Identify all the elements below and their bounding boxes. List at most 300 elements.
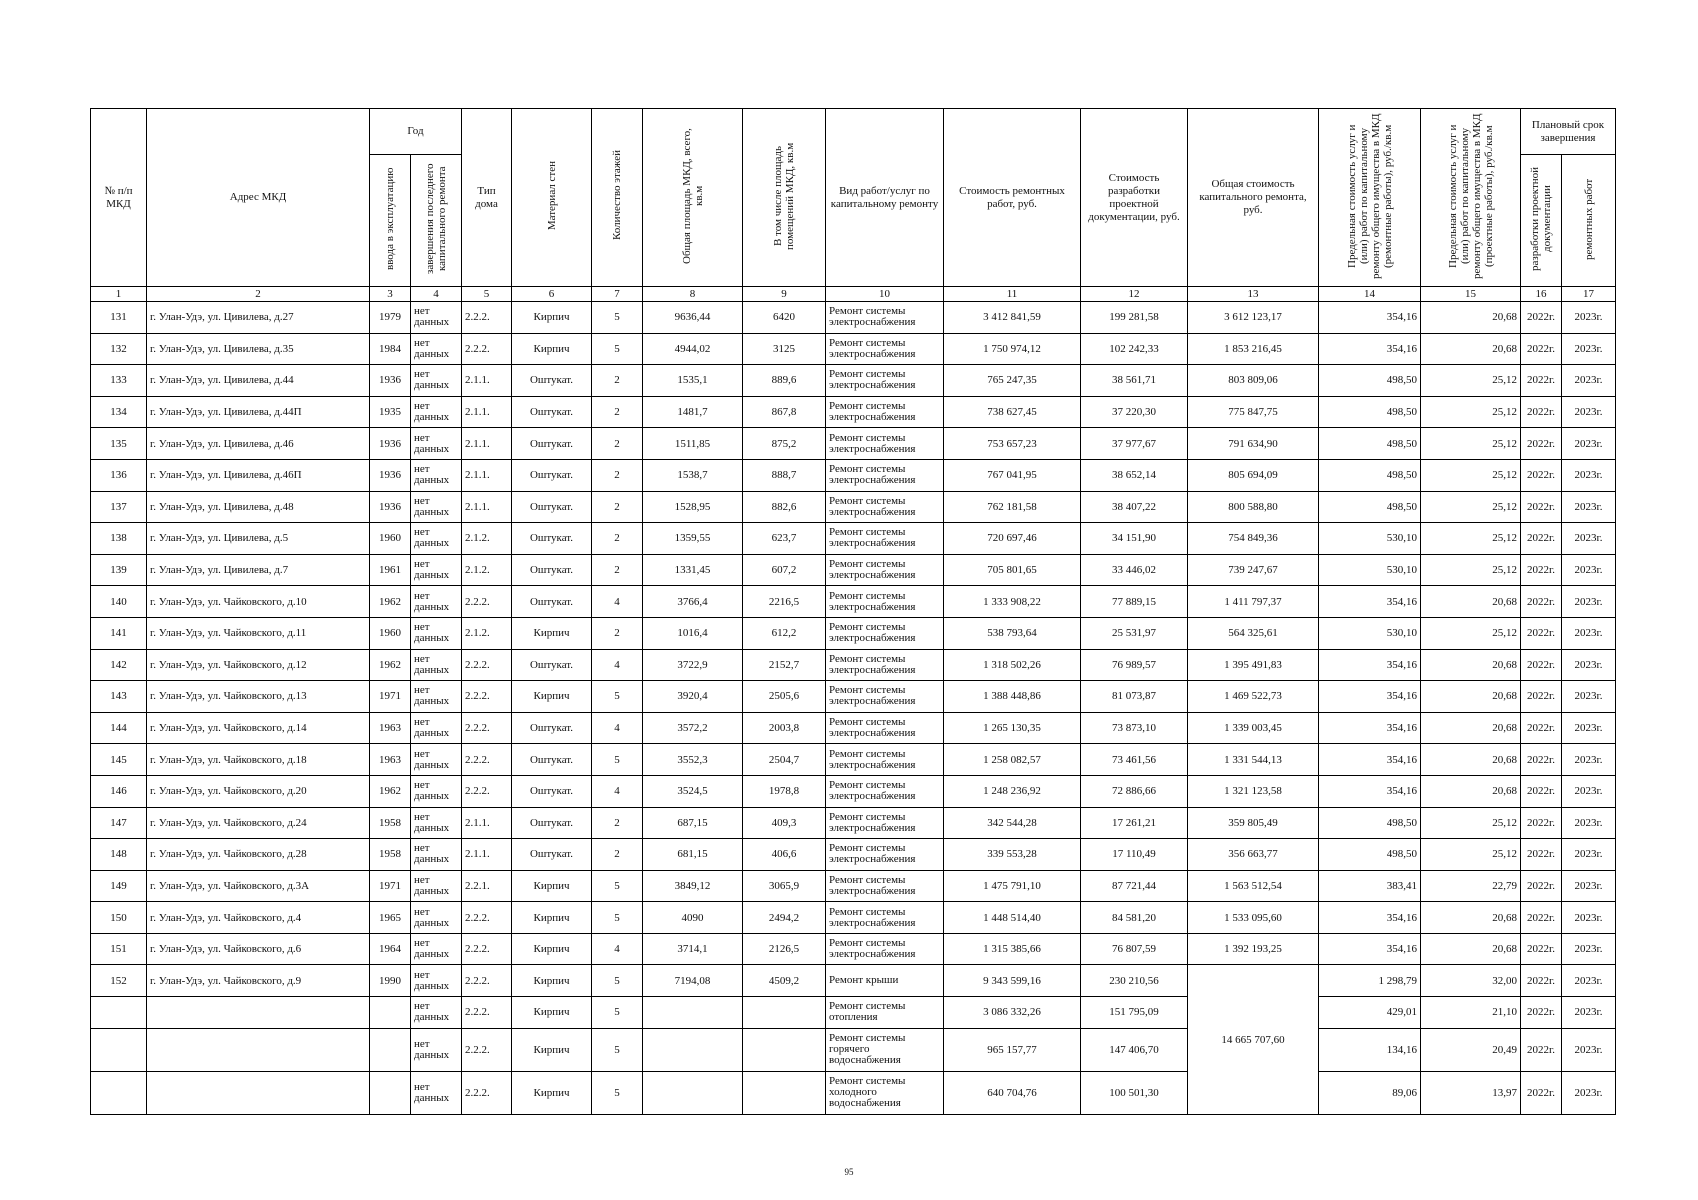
row-total-cost: 803 809,06: [1188, 365, 1319, 397]
row-deadline-repair: 2023г.: [1562, 775, 1616, 807]
row-repair-cost: 767 041,95: [944, 459, 1081, 491]
header-work-type: Вид работ/услуг по капитальному ремонту: [826, 109, 944, 287]
row-address: г. Улан-Удэ, ул. Чайковского, д.13: [147, 681, 370, 713]
row-address: г. Улан-Удэ, ул. Цивилева, д.48: [147, 491, 370, 523]
row-address: г. Улан-Удэ, ул. Цивилева, д.7: [147, 554, 370, 586]
column-index-cell: 9: [743, 287, 826, 302]
row-total-area: 1535,1: [643, 365, 743, 397]
row-address: г. Улан-Удэ, ул. Чайковского, д.20: [147, 775, 370, 807]
row-limit-design: 22,79: [1421, 870, 1521, 902]
row-premises-area: 2126,5: [743, 933, 826, 965]
empty-cell: [743, 1028, 826, 1071]
row-total-cost: 1 533 095,60: [1188, 902, 1319, 934]
row-year-last-repair: нет данных: [411, 365, 462, 397]
row-house-type: 2.2.2.: [462, 744, 512, 776]
row-house-type: 2.1.1.: [462, 428, 512, 460]
row-deadline-design: 2022г.: [1521, 491, 1562, 523]
row-deadline-repair: 2023г.: [1562, 902, 1616, 934]
row-floors: 5: [592, 302, 643, 334]
table-row: [91, 428, 1616, 460]
table-row: [91, 1071, 1616, 1114]
row-deadline-design: 2022г.: [1521, 396, 1562, 428]
row-wall-material: Кирпич: [512, 902, 592, 934]
row-floors: 2: [592, 365, 643, 397]
row-design-cost: 38 407,22: [1081, 491, 1188, 523]
row-house-type: 2.1.2.: [462, 523, 512, 555]
row-design-cost: 38 561,71: [1081, 365, 1188, 397]
row-year-last-repair: нет данных: [411, 744, 462, 776]
row-total-cost: 359 805,49: [1188, 807, 1319, 839]
row-deadline-repair: 2023г.: [1562, 396, 1616, 428]
empty-cell: [743, 1071, 826, 1114]
row-deadline-repair: 2023г.: [1562, 1071, 1616, 1114]
row-num: 137: [91, 491, 147, 523]
row-total-area: 1511,85: [643, 428, 743, 460]
row-deadline-design: 2022г.: [1521, 428, 1562, 460]
row-limit-repair: 1 298,79: [1319, 965, 1421, 997]
row-limit-repair: 354,16: [1319, 775, 1421, 807]
header-deadline-repair: [1562, 155, 1616, 287]
row-design-cost: 33 446,02: [1081, 554, 1188, 586]
row-house-type: 2.2.2.: [462, 965, 512, 997]
empty-cell: [147, 1028, 370, 1071]
row-work-type: Ремонт системы электроснабжения: [826, 333, 944, 365]
row-total-area: 7194,08: [643, 965, 743, 997]
row-limit-design: 13,97: [1421, 1071, 1521, 1114]
row-deadline-design: 2022г.: [1521, 965, 1562, 997]
row-num: 133: [91, 365, 147, 397]
column-index-cell: 4: [411, 287, 462, 302]
row-year-commission: 1963: [370, 744, 411, 776]
header-total-area: [643, 109, 743, 287]
row-limit-design: 25,12: [1421, 365, 1521, 397]
row-deadline-design: 2022г.: [1521, 681, 1562, 713]
row-repair-cost: 640 704,76: [944, 1071, 1081, 1114]
row-total-cost: 739 247,67: [1188, 554, 1319, 586]
row-work-type: Ремонт системы электроснабжения: [826, 302, 944, 334]
row-wall-material: Оштукат.: [512, 554, 592, 586]
row-deadline-design: 2022г.: [1521, 649, 1562, 681]
empty-cell: [643, 1071, 743, 1114]
row-house-type: 2.2.1.: [462, 870, 512, 902]
row-limit-design: 20,68: [1421, 744, 1521, 776]
header-house-type: Тип дома: [462, 109, 512, 287]
table-row: [91, 775, 1616, 807]
row-address: г. Улан-Удэ, ул. Цивилева, д.44П: [147, 396, 370, 428]
header-wall-material-text: Материал стен: [545, 160, 558, 231]
row-wall-material: Оштукат.: [512, 712, 592, 744]
row-deadline-repair: 2023г.: [1562, 965, 1616, 997]
row-limit-design: 20,68: [1421, 681, 1521, 713]
row-limit-repair: 89,06: [1319, 1071, 1421, 1114]
row-total-area: 4944,02: [643, 333, 743, 365]
row-house-type: 2.1.2.: [462, 554, 512, 586]
row-floors: 5: [592, 744, 643, 776]
row-total-area: 3722,9: [643, 649, 743, 681]
empty-cell: [91, 997, 147, 1029]
row-limit-repair: 498,50: [1319, 807, 1421, 839]
table-row: [91, 554, 1616, 586]
row-deadline-design: 2022г.: [1521, 302, 1562, 334]
row-house-type: 2.2.2.: [462, 302, 512, 334]
empty-cell: [147, 1071, 370, 1114]
row-limit-repair: 498,50: [1319, 396, 1421, 428]
table-row: [91, 586, 1616, 618]
row-num: 131: [91, 302, 147, 334]
header-address: Адрес МКД: [147, 109, 370, 287]
table-row: [91, 870, 1616, 902]
row-deadline-repair: 2023г.: [1562, 807, 1616, 839]
row-address: г. Улан-Удэ, ул. Чайковского, д.28: [147, 839, 370, 871]
row-limit-repair: 498,50: [1319, 428, 1421, 460]
row-design-cost: 151 795,09: [1081, 997, 1188, 1029]
row-year-last-repair: нет данных: [411, 523, 462, 555]
row-num: 139: [91, 554, 147, 586]
row-deadline-design: 2022г.: [1521, 586, 1562, 618]
row-wall-material: Оштукат.: [512, 649, 592, 681]
row-limit-repair: 498,50: [1319, 839, 1421, 871]
row-limit-repair: 354,16: [1319, 744, 1421, 776]
row-deadline-repair: 2023г.: [1562, 491, 1616, 523]
row-floors: 5: [592, 870, 643, 902]
row-deadline-design: 2022г.: [1521, 775, 1562, 807]
row-total-cost: 1 853 216,45: [1188, 333, 1319, 365]
row-wall-material: Оштукат.: [512, 839, 592, 871]
row-limit-design: 20,49: [1421, 1028, 1521, 1071]
row-repair-cost: 965 157,77: [944, 1028, 1081, 1071]
header-premises-area: [743, 109, 826, 287]
row-repair-cost: 1 265 130,35: [944, 712, 1081, 744]
row-premises-area: 2494,2: [743, 902, 826, 934]
row-repair-cost: 1 475 791,10: [944, 870, 1081, 902]
row-year-commission: 1962: [370, 586, 411, 618]
table-row: [91, 1028, 1616, 1071]
table-row: [91, 807, 1616, 839]
row-limit-repair: 354,16: [1319, 302, 1421, 334]
row-total-cost: 1 563 512,54: [1188, 870, 1319, 902]
row-year-commission: 1935: [370, 396, 411, 428]
row-design-cost: 73 873,10: [1081, 712, 1188, 744]
row-limit-repair: 354,16: [1319, 333, 1421, 365]
row-house-type: 2.2.2.: [462, 681, 512, 713]
empty-cell: [91, 1071, 147, 1114]
row-premises-area: 2152,7: [743, 649, 826, 681]
row-floors: 2: [592, 396, 643, 428]
column-index-cell: 15: [1421, 287, 1521, 302]
row-design-cost: 147 406,70: [1081, 1028, 1188, 1071]
row-num: 132: [91, 333, 147, 365]
table-row: [91, 365, 1616, 397]
row-year-commission: 1964: [370, 933, 411, 965]
row-repair-cost: 1 750 974,12: [944, 333, 1081, 365]
row-deadline-repair: 2023г.: [1562, 586, 1616, 618]
header-floors: [592, 109, 643, 287]
row-num: 140: [91, 586, 147, 618]
row-deadline-repair: 2023г.: [1562, 997, 1616, 1029]
row-premises-area: 3125: [743, 333, 826, 365]
row-house-type: 2.2.2.: [462, 1071, 512, 1114]
row-work-type: Ремонт системы электроснабжения: [826, 586, 944, 618]
row-num: 146: [91, 775, 147, 807]
row-house-type: 2.1.1.: [462, 807, 512, 839]
row-address: г. Улан-Удэ, ул. Цивилева, д.46П: [147, 459, 370, 491]
row-work-type: Ремонт системы горячего водоснабжения: [826, 1028, 944, 1071]
header-deadline-design: [1521, 155, 1562, 287]
row-wall-material: Кирпич: [512, 333, 592, 365]
header-repair-cost: Стоимость ремонтных работ, руб.: [944, 109, 1081, 287]
row-house-type: 2.1.1.: [462, 396, 512, 428]
row-deadline-repair: 2023г.: [1562, 933, 1616, 965]
row-wall-material: Оштукат.: [512, 365, 592, 397]
header-year-last-repair-text: завершения последнего капитального ремонта: [424, 163, 448, 274]
header-limit-design-text: Предельная стоимость услуг и (или) работ по капитальному ремонту общего имущества в МКД (проектные работы), руб./кв.м: [1446, 112, 1495, 279]
row-total-area: 3552,3: [643, 744, 743, 776]
table-row: [91, 839, 1616, 871]
row-year-last-repair: нет данных: [411, 1071, 462, 1114]
row-total-area: 1538,7: [643, 459, 743, 491]
row-premises-area: 409,3: [743, 807, 826, 839]
row-limit-design: 25,12: [1421, 617, 1521, 649]
header-deadline: Плановый срок завершения: [1521, 109, 1616, 155]
row-num: 135: [91, 428, 147, 460]
row-wall-material: Кирпич: [512, 1028, 592, 1071]
row-year-last-repair: нет данных: [411, 333, 462, 365]
row-wall-material: Кирпич: [512, 1071, 592, 1114]
row-deadline-design: 2022г.: [1521, 839, 1562, 871]
row-floors: 2: [592, 617, 643, 649]
column-index-cell: 14: [1319, 287, 1421, 302]
row-num: 138: [91, 523, 147, 555]
header-limit-design: [1421, 109, 1521, 287]
column-index-cell: 16: [1521, 287, 1562, 302]
row-design-cost: 84 581,20: [1081, 902, 1188, 934]
row-floors: 5: [592, 1028, 643, 1071]
capital-repair-table: [90, 108, 1616, 1115]
row-year-last-repair: нет данных: [411, 712, 462, 744]
row-address: г. Улан-Удэ, ул. Чайковского, д.3А: [147, 870, 370, 902]
row-repair-cost: 3 412 841,59: [944, 302, 1081, 334]
row-num: 136: [91, 459, 147, 491]
row-premises-area: 889,6: [743, 365, 826, 397]
table-row: [91, 681, 1616, 713]
column-index-cell: 3: [370, 287, 411, 302]
empty-cell: [743, 997, 826, 1029]
row-deadline-repair: 2023г.: [1562, 839, 1616, 871]
row-work-type: Ремонт системы электроснабжения: [826, 744, 944, 776]
empty-cell: [370, 1028, 411, 1071]
row-wall-material: Кирпич: [512, 870, 592, 902]
row-floors: 4: [592, 586, 643, 618]
row-deadline-design: 2022г.: [1521, 744, 1562, 776]
row-year-commission: 1990: [370, 965, 411, 997]
column-index-cell: 10: [826, 287, 944, 302]
capital-repair-table-sheet: [90, 108, 1616, 1115]
row-num: 141: [91, 617, 147, 649]
row-total-area: 3849,12: [643, 870, 743, 902]
row-deadline-repair: 2023г.: [1562, 649, 1616, 681]
row-limit-repair: 354,16: [1319, 902, 1421, 934]
row-design-cost: 37 977,67: [1081, 428, 1188, 460]
row-work-type: Ремонт системы электроснабжения: [826, 459, 944, 491]
table-row: [91, 649, 1616, 681]
row-repair-cost: 753 657,23: [944, 428, 1081, 460]
table-row: [91, 617, 1616, 649]
row-design-cost: 76 989,57: [1081, 649, 1188, 681]
row-design-cost: 25 531,97: [1081, 617, 1188, 649]
row-num: 149: [91, 870, 147, 902]
row-house-type: 2.2.2.: [462, 333, 512, 365]
row-design-cost: 230 210,56: [1081, 965, 1188, 997]
row-total-area: 3714,1: [643, 933, 743, 965]
row-deadline-design: 2022г.: [1521, 902, 1562, 934]
row-year-commission: 1971: [370, 870, 411, 902]
row-year-commission: 1963: [370, 712, 411, 744]
row-year-commission: 1958: [370, 839, 411, 871]
table-row: [91, 396, 1616, 428]
row-wall-material: Оштукат.: [512, 459, 592, 491]
row-design-cost: 102 242,33: [1081, 333, 1188, 365]
row-work-type: Ремонт системы холодного водоснабжения: [826, 1071, 944, 1114]
row-year-last-repair: нет данных: [411, 933, 462, 965]
row-address: г. Улан-Удэ, ул. Цивилева, д.44: [147, 365, 370, 397]
row-limit-repair: 530,10: [1319, 523, 1421, 555]
table-row: [91, 744, 1616, 776]
row-floors: 5: [592, 1071, 643, 1114]
row-repair-cost: 765 247,35: [944, 365, 1081, 397]
row-repair-cost: 705 801,65: [944, 554, 1081, 586]
row-floors: 5: [592, 902, 643, 934]
row-wall-material: Кирпич: [512, 965, 592, 997]
row-wall-material: Кирпич: [512, 997, 592, 1029]
table-row: [91, 302, 1616, 334]
row-floors: 2: [592, 807, 643, 839]
row-repair-cost: 1 333 908,22: [944, 586, 1081, 618]
empty-cell: [370, 1071, 411, 1114]
row-repair-cost: 720 697,46: [944, 523, 1081, 555]
row-year-last-repair: нет данных: [411, 491, 462, 523]
row-repair-cost: 342 544,28: [944, 807, 1081, 839]
row-deadline-repair: 2023г.: [1562, 302, 1616, 334]
row-num: 150: [91, 902, 147, 934]
page-number: 95: [844, 1167, 854, 1177]
column-index-cell: 12: [1081, 287, 1188, 302]
row-total-area: 4090: [643, 902, 743, 934]
row-work-type: Ремонт системы электроснабжения: [826, 617, 944, 649]
row-total-area: 9636,44: [643, 302, 743, 334]
row-limit-repair: 530,10: [1319, 617, 1421, 649]
row-wall-material: Кирпич: [512, 617, 592, 649]
row-year-last-repair: нет данных: [411, 586, 462, 618]
row-num: 145: [91, 744, 147, 776]
row-premises-area: 2003,8: [743, 712, 826, 744]
row-deadline-repair: 2023г.: [1562, 1028, 1616, 1071]
row-limit-design: 25,12: [1421, 839, 1521, 871]
row-address: г. Улан-Удэ, ул. Чайковского, д.10: [147, 586, 370, 618]
row-deadline-design: 2022г.: [1521, 617, 1562, 649]
row-total-area: 3572,2: [643, 712, 743, 744]
column-index-cell: 8: [643, 287, 743, 302]
row-deadline-repair: 2023г.: [1562, 681, 1616, 713]
row-repair-cost: 9 343 599,16: [944, 965, 1081, 997]
row-repair-cost: 1 315 385,66: [944, 933, 1081, 965]
row-floors: 5: [592, 965, 643, 997]
row-work-type: Ремонт системы электроснабжения: [826, 365, 944, 397]
header-year-commission-text: ввода в эксплуатацию: [384, 167, 396, 270]
empty-cell: [643, 997, 743, 1029]
row-limit-design: 25,12: [1421, 523, 1521, 555]
row-house-type: 2.2.2.: [462, 933, 512, 965]
header-floors-text: Количество этажей: [611, 150, 623, 241]
row-deadline-repair: 2023г.: [1562, 870, 1616, 902]
row-premises-area: 612,2: [743, 617, 826, 649]
row-address: г. Улан-Удэ, ул. Чайковского, д.14: [147, 712, 370, 744]
row-year-commission: 1936: [370, 365, 411, 397]
row-limit-design: 32,00: [1421, 965, 1521, 997]
row-house-type: 2.2.2.: [462, 1028, 512, 1071]
row-work-type: Ремонт системы электроснабжения: [826, 712, 944, 744]
row-limit-repair: 354,16: [1319, 712, 1421, 744]
row-total-area: 1481,7: [643, 396, 743, 428]
row-total-cost: 1 411 797,37: [1188, 586, 1319, 618]
row-repair-cost: 1 258 082,57: [944, 744, 1081, 776]
row-premises-area: 882,6: [743, 491, 826, 523]
row-deadline-design: 2022г.: [1521, 333, 1562, 365]
row-wall-material: Оштукат.: [512, 428, 592, 460]
row-design-cost: 87 721,44: [1081, 870, 1188, 902]
row-total-area: 1331,45: [643, 554, 743, 586]
header-total-area-text: Общая площадь МКД, всего, кв.м: [680, 127, 705, 264]
row-floors: 4: [592, 712, 643, 744]
row-floors: 5: [592, 333, 643, 365]
row-address: г. Улан-Удэ, ул. Чайковского, д.6: [147, 933, 370, 965]
row-house-type: 2.1.1.: [462, 839, 512, 871]
row-year-last-repair: нет данных: [411, 649, 462, 681]
row-limit-design: 25,12: [1421, 428, 1521, 460]
row-address: г. Улан-Удэ, ул. Чайковского, д.4: [147, 902, 370, 934]
row-premises-area: 2216,5: [743, 586, 826, 618]
row-premises-area: 4509,2: [743, 965, 826, 997]
column-index-cell: 13: [1188, 287, 1319, 302]
row-deadline-repair: 2023г.: [1562, 744, 1616, 776]
row-year-commission: 1979: [370, 302, 411, 334]
table-row: [91, 965, 1616, 997]
row-deadline-design: 2022г.: [1521, 870, 1562, 902]
row-work-type: Ремонт системы отопления: [826, 997, 944, 1029]
row-year-last-repair: нет данных: [411, 617, 462, 649]
row-year-last-repair: нет данных: [411, 965, 462, 997]
header-premises-area-text: В том числе площадь помещений МКД, кв.м: [772, 141, 796, 250]
table-row: [91, 902, 1616, 934]
row-address: г. Улан-Удэ, ул. Чайковского, д.24: [147, 807, 370, 839]
row-total-area: 3920,4: [643, 681, 743, 713]
row-design-cost: 17 110,49: [1081, 839, 1188, 871]
row-num: 147: [91, 807, 147, 839]
row-repair-cost: 3 086 332,26: [944, 997, 1081, 1029]
row-limit-repair: 498,50: [1319, 365, 1421, 397]
row-address: г. Улан-Удэ, ул. Чайковского, д.18: [147, 744, 370, 776]
row-year-commission: 1960: [370, 617, 411, 649]
row-limit-repair: 498,50: [1319, 459, 1421, 491]
header-total-cost: Общая стоимость капитального ремонта, руб.: [1188, 109, 1319, 287]
row-floors: 4: [592, 649, 643, 681]
row-year-commission: 1961: [370, 554, 411, 586]
row-total-area: 1528,95: [643, 491, 743, 523]
row-premises-area: 623,7: [743, 523, 826, 555]
row-repair-cost: 1 318 502,26: [944, 649, 1081, 681]
row-total-cost: 3 612 123,17: [1188, 302, 1319, 334]
row-year-last-repair: нет данных: [411, 997, 462, 1029]
row-work-type: Ремонт системы электроснабжения: [826, 902, 944, 934]
